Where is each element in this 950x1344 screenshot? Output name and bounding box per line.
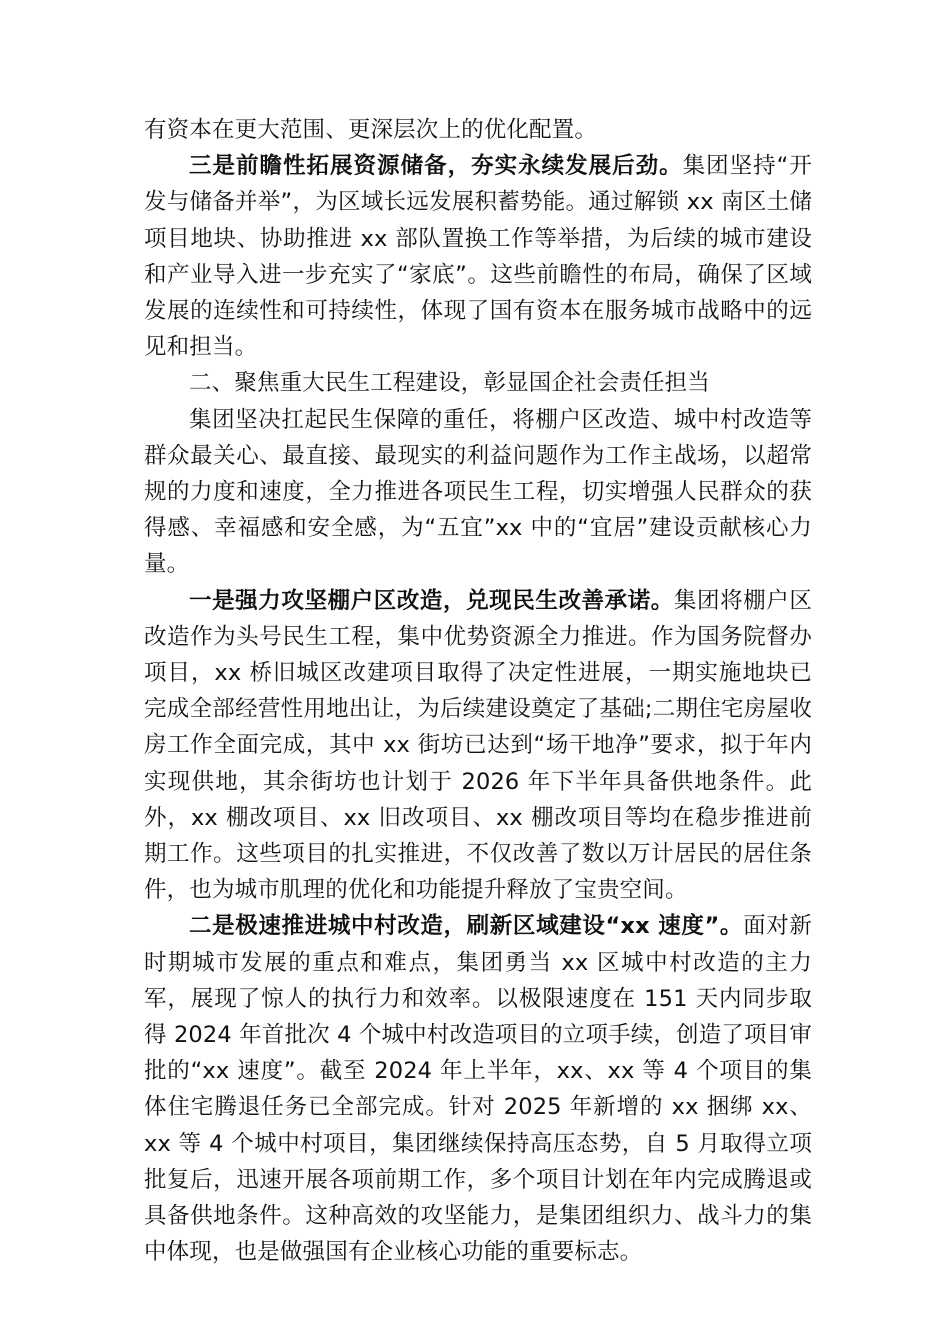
paragraph-resource-reserve — [144, 148, 812, 365]
paragraph-text: 面对新时期城市发展的重点和难点，集团勇当 xx 区城中村改造的主力军，展现了惊人的执行力和效率。以极限速度在 151 天内同步取得 2024 年首批次 4 个城中村改造项目的立项手续，创造了项目审批的“xx 速度”。截至 2024 年上半年，xx、xx 等 4 个项目的集体住宅腾退任务已全部完成。针对 2025 年新增的 xx 捆绑 xx、xx 等 4 个城中村项目，集团继续保持高压态势，自 5 月取得立项批复后，迅速开展各项前期工作，多个项目计划在年内完成腾退或具备供地条件。这种高效的攻坚能力，是集团组织力、战斗力的集中体现，也是做强国有企业核心功能的重要标志。 — [144, 913, 812, 1266]
paragraph-lead-bold: 二是极速推进城中村改造，刷新区域建设“xx 速度”。 — [189, 913, 744, 940]
paragraph-lead-bold: 三是前瞻性拓展资源储备，夯实永续发展后劲。 — [189, 153, 683, 180]
paragraph-urban-village — [144, 908, 812, 1270]
paragraph-text: 集团坚持“开发与储备并举”，为区域长远发展积蓄势能。通过解锁 xx 南区土储项目地块、协助推进 xx 部队置换工作等举措，为后续的城市建设和产业导入进一步充实了“家底”。这些前瞻性的布局，确保了区域发展的连续性和可持续性，体现了国有资本在服务城市战略中的远见和担当。 — [144, 153, 812, 361]
document-body — [144, 112, 812, 1271]
paragraph-text: 集团将棚户区改造作为头号民生工程，集中优势资源全力推进。作为国务院督办项目，xx 桥旧城区改建项目取得了决定性进展，一期实施地块已完成全部经营性用地出让，为后续建设奠定了基础;二期住宅房屋收房工作全面完成，其中 xx 街坊已达到“场干地净”要求，拟于年内实现供地，其余街坊也计划于 2026 年下半年具备供地条件。此外，xx 棚改项目、xx 旧改项目、xx 棚改项目等均在稳步推进前期工作。这些项目的扎实推进，不仅改善了数以万计居民的居住条件，也为城市肌理的优化和功能提升释放了宝贵空间。 — [144, 587, 812, 904]
paragraph-shantytown — [144, 583, 812, 909]
paragraph-lead-bold: 一是强力攻坚棚户区改造，兑现民生改善承诺。 — [189, 587, 674, 614]
paragraph-continuation: 有资本在更大范围、更深层次上的优化配置。 — [144, 117, 598, 143]
section-heading: 二、聚焦重大民生工程建设，彰显国企社会责任担当 — [189, 370, 710, 397]
paragraph-livelihood: 集团坚决扛起民生保障的重任，将棚户区改造、城中村改造等群众最关心、最直接、最现实的利益问题作为工作主战场，以超常规的力度和速度，全力推进各项民生工程，切实增强人民群众的获得感、幸福感和安全感，为“五宜”xx 中的“宜居”建设贡献核心力量。 — [144, 406, 812, 578]
